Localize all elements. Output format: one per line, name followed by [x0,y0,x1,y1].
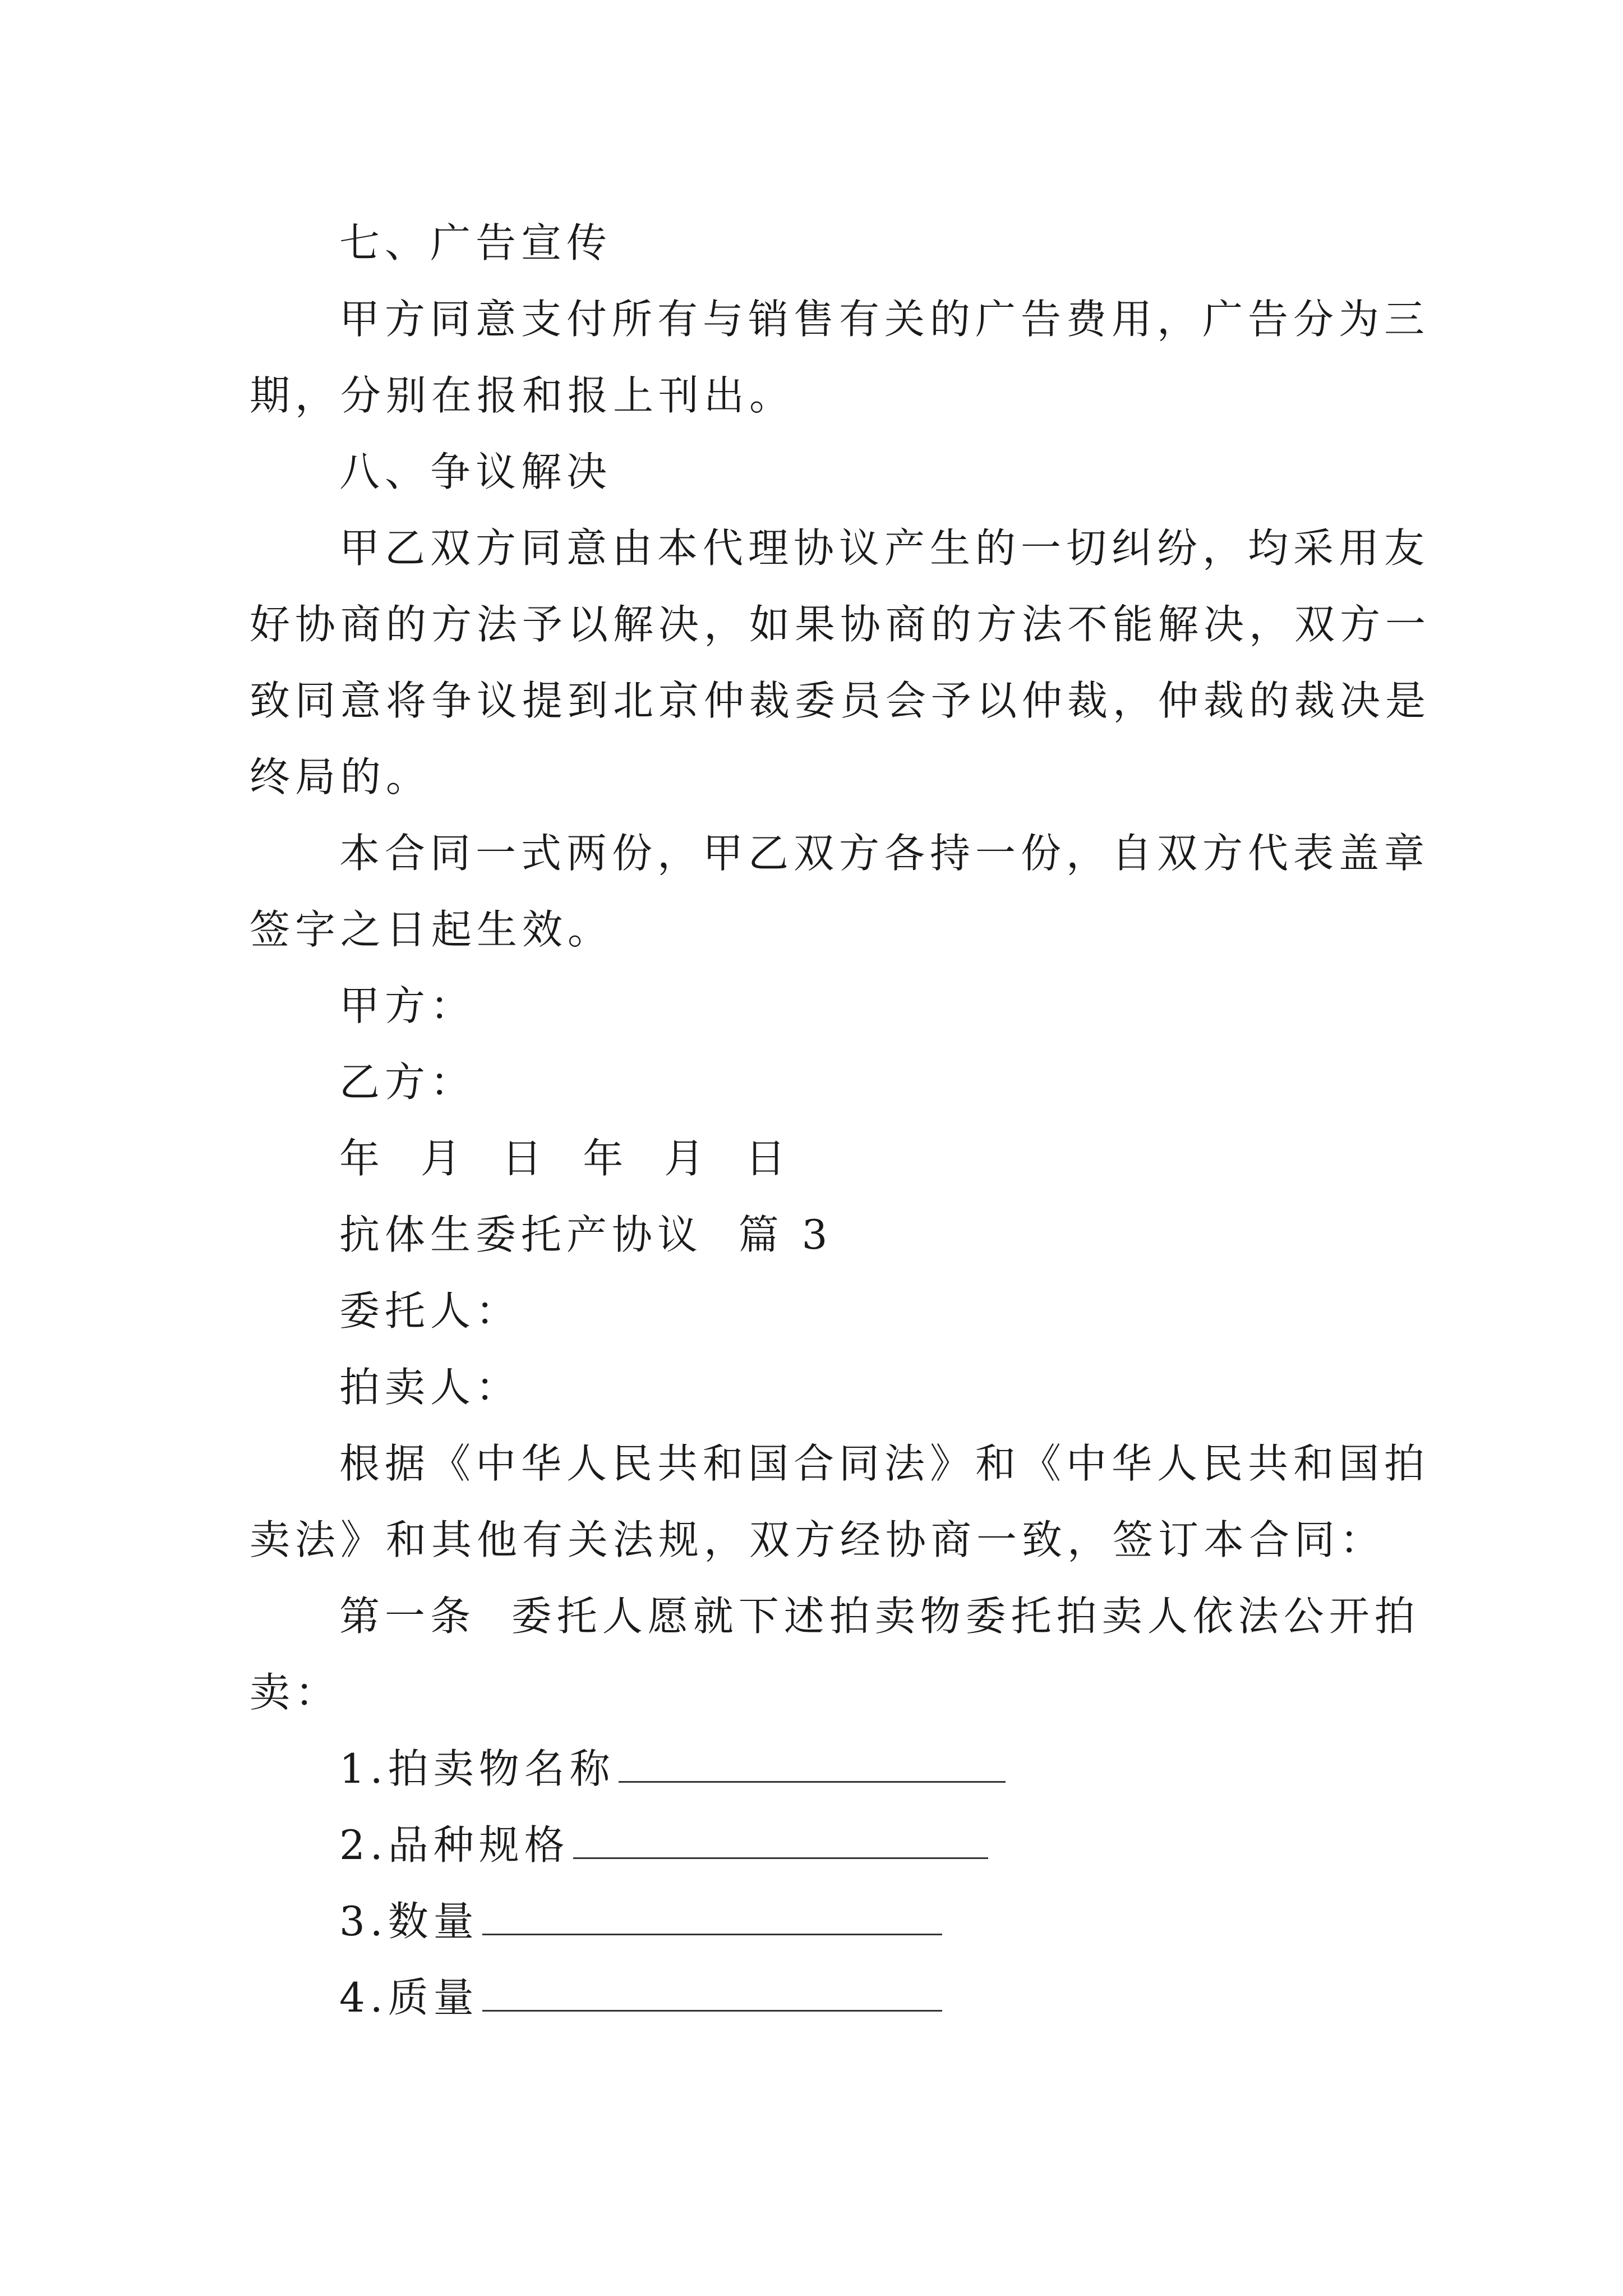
item3-row [339,1896,942,1947]
item3-label: 3.数量 [339,1898,479,1945]
party-a-label: 甲方： [339,982,476,1029]
item1-label: 1.拍卖物名称 [339,1745,615,1792]
item2-row [339,1820,988,1870]
auctioneer-label: 拍卖人： [339,1364,522,1411]
item4-row [339,1972,942,2023]
section7-heading: 七、广告宣传 [339,219,612,266]
section8-para-line3: 致同意将争议提到北京仲裁委员会予以仲裁，仲裁的裁决是 [250,677,1431,724]
article1-line1: 第一条 委托人愿就下述拍卖物委托拍卖人依法公开拍 [339,1593,1420,1640]
item4-label: 4.质量 [339,1974,479,2021]
section8-para-line4: 终局的。 [250,753,432,800]
principal-label: 委托人： [339,1287,522,1335]
section8-para-line1: 甲乙双方同意由本代理协议产生的一切纠纷，均采用友 [339,524,1430,572]
party-b-label: 乙方： [339,1059,476,1106]
basis-line1: 根据《中华人民共和国合同法》和《中华人民共和国拍 [339,1440,1430,1487]
section7-para-line2: 期，分别在报和报上刊出。 [250,372,795,419]
basis-line2: 卖法》和其他有关法规，双方经协商一致，签订本合同： [250,1516,1386,1563]
item1-blank-line [619,1744,1006,1783]
item3-blank-line [482,1897,942,1935]
item2-label: 2.品种规格 [339,1821,570,1869]
section8-heading: 八、争议解决 [339,448,612,495]
section8-para-line2: 好协商的方法予以解决，如果协商的方法不能解决，双方一 [250,601,1431,648]
section7-para-line1: 甲方同意支付所有与销售有关的广告费用，广告分为三 [339,296,1430,343]
date-line: 年 月 日 年 月 日 [339,1135,791,1182]
article1-line2: 卖： [250,1669,341,1716]
closing-line2: 签字之日起生效。 [250,906,614,953]
item4-blank-line [482,1973,942,2012]
item2-blank-line [573,1820,988,1859]
item1-row [339,1743,1006,1794]
agreement3-title: 抗体生委托产协议 篇 3 [339,1211,833,1258]
closing-line1: 本合同一式两份，甲乙双方各持一份，自双方代表盖章 [339,830,1430,877]
